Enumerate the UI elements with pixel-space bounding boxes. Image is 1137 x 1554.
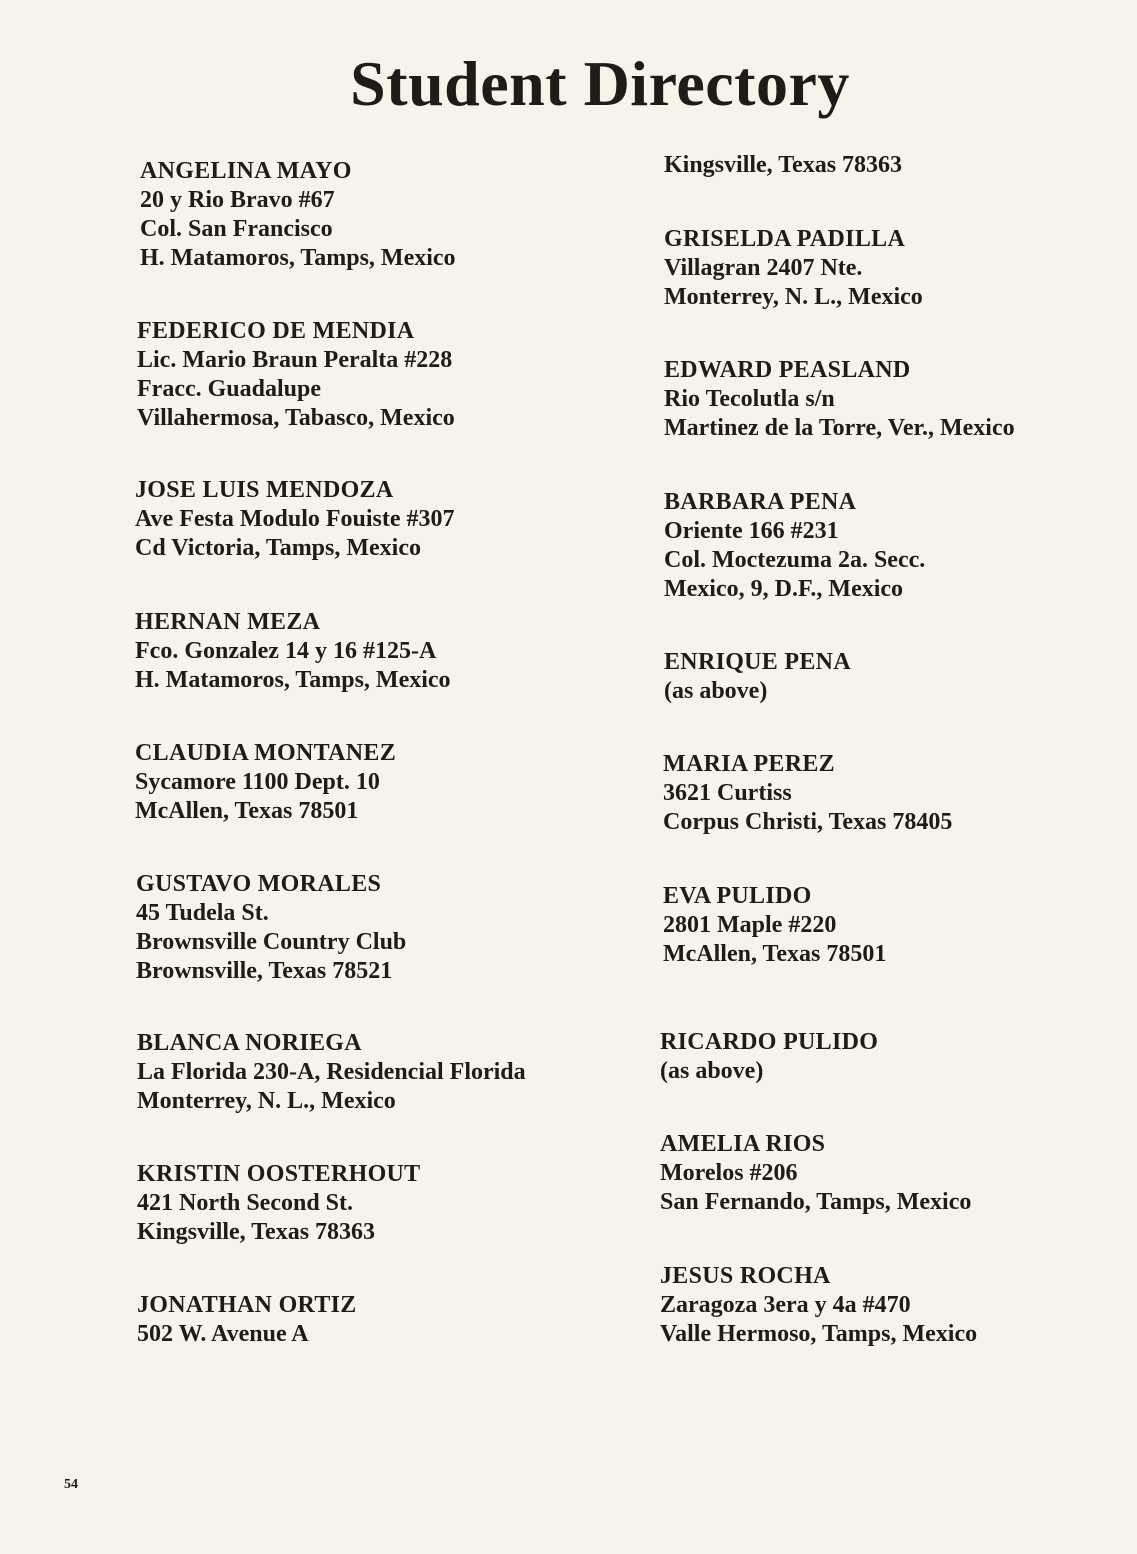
directory-entry [137,1029,526,1116]
student-name: AMELIA RIOS [660,1131,826,1157]
address-line: McAllen, Texas 78501 [663,941,887,967]
address-line: 3621 Curtiss [663,780,792,806]
directory-entry [660,1028,878,1086]
address-line: H. Matamoros, Tamps, Mexico [135,667,451,693]
address-line: 421 North Second St. [137,1190,354,1216]
address-line: Col. San Francisco [140,216,333,242]
student-name: EDWARD PEASLAND [664,357,911,383]
directory-entry [137,317,455,433]
address-line: Mexico, 9, D.F., Mexico [664,576,904,602]
address-line: Brownsville Country Club [136,929,407,955]
directory-entry [137,1291,357,1349]
student-name: FEDERICO DE MENDIA [137,318,415,344]
address-line: Oriente 166 #231 [664,518,839,544]
directory-entry [137,1160,420,1247]
directory-entry [136,870,406,986]
address-line: Fco. Gonzalez 14 y 16 #125-A [135,638,437,664]
student-name: CLAUDIA MONTANEZ [135,740,397,766]
address-line: McAllen, Texas 78501 [135,798,359,824]
student-name: EVA PULIDO [663,883,812,909]
student-name: RICARDO PULIDO [660,1029,879,1055]
address-line: 502 W. Avenue A [137,1321,309,1347]
directory-entry [135,476,455,563]
directory-entry [660,1130,971,1217]
address-line: 2801 Maple #220 [663,912,837,938]
student-name: HERNAN MEZA [135,609,321,635]
student-name: JONATHAN ORTIZ [137,1292,357,1318]
student-name: BLANCA NORIEGA [137,1030,362,1056]
student-name: GRISELDA PADILLA [664,226,906,252]
address-line: San Fernando, Tamps, Mexico [660,1189,972,1215]
address-line: 45 Tudela St. [136,900,269,926]
address-line: Corpus Christi, Texas 78405 [663,809,953,835]
directory-entry [663,750,952,837]
address-line: Villahermosa, Tabasco, Mexico [137,405,455,431]
directory-entry [664,356,1015,443]
address-line: Lic. Mario Braun Peralta #228 [137,347,453,373]
address-line: Villagran 2407 Nte. [664,255,863,281]
address-line: Kingsville, Texas 78363 [137,1219,376,1245]
address-line: Sycamore 1100 Dept. 10 [135,769,380,795]
directory-entry [663,882,886,969]
student-name: ENRIQUE PENA [664,649,851,675]
student-name: JOSE LUIS MENDOZA [135,477,394,503]
address-line: 20 y Rio Bravo #67 [140,187,335,213]
student-name: BARBARA PENA [664,489,857,515]
page-title: Student Directory [350,48,850,119]
directory-entry [664,648,851,706]
address-line: (as above) [664,678,768,704]
address-line: Ave Festa Modulo Fouiste #307 [135,506,455,532]
address-line: Monterrey, N. L., Mexico [137,1088,396,1114]
directory-entry [664,225,923,312]
directory-entry [140,157,456,273]
address-line: Kingsville, Texas 78363 [664,152,903,178]
address-line: Brownsville, Texas 78521 [136,958,393,984]
address-line: La Florida 230-A, Residencial Florida [137,1059,526,1085]
address-line: Valle Hermoso, Tamps, Mexico [660,1321,978,1347]
address-line: Col. Moctezuma 2a. Secc. [664,547,926,573]
student-name: JESUS ROCHA [660,1263,831,1289]
directory-entry [135,739,396,826]
address-line: Zaragoza 3era y 4a #470 [660,1292,911,1318]
address-line: Fracc. Guadalupe [137,376,321,402]
address-line: (as above) [660,1058,764,1084]
directory-entry [664,488,925,604]
student-name: GUSTAVO MORALES [136,871,382,897]
address-line: Morelos #206 [660,1160,798,1186]
page-number: 54 [64,1477,78,1492]
student-name: ANGELINA MAYO [140,158,352,184]
address-line: Cd Victoria, Tamps, Mexico [135,535,421,561]
directory-entry [135,608,451,695]
student-name: MARIA PEREZ [663,751,835,777]
address-line: Monterrey, N. L., Mexico [664,284,923,310]
directory-entry [660,1262,977,1349]
address-line: Martinez de la Torre, Ver., Mexico [664,415,1015,441]
address-line: H. Matamoros, Tamps, Mexico [140,245,456,271]
address-line: Rio Tecolutla s/n [664,386,835,412]
student-name: KRISTIN OOSTERHOUT [137,1161,421,1187]
directory-entry-continued [664,151,902,180]
